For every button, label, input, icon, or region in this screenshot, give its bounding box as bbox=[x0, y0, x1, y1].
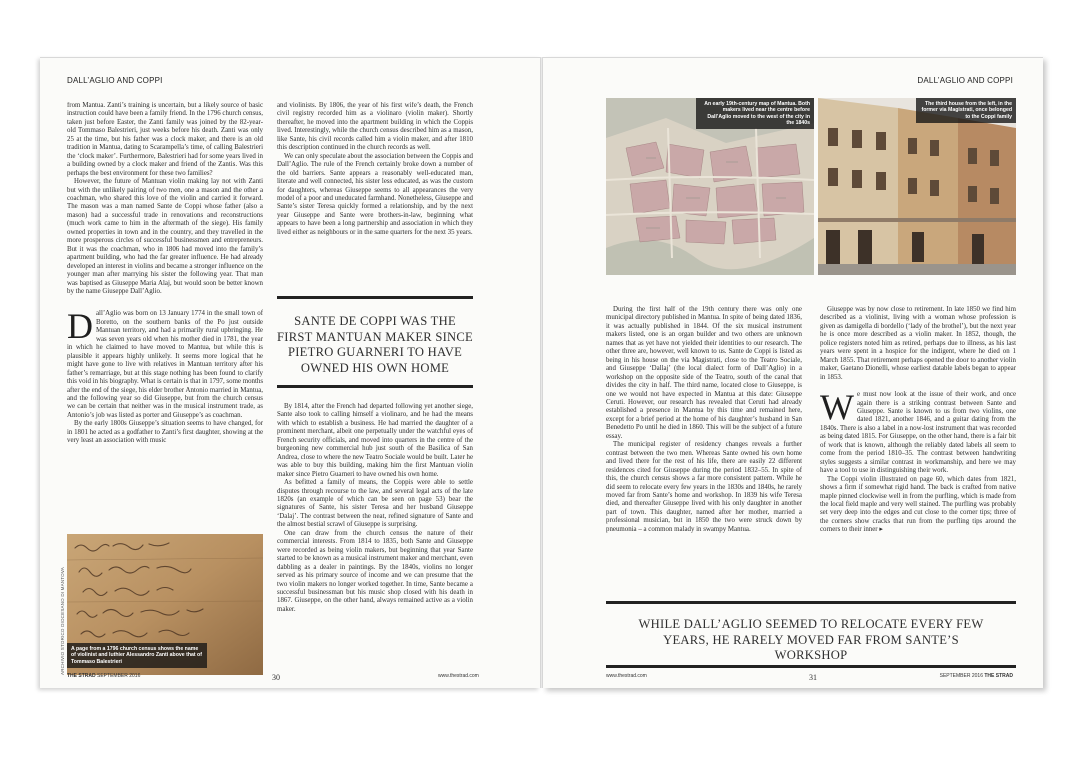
left-column-2-lower bbox=[277, 403, 473, 673]
footer-brand: THE STRAD bbox=[984, 673, 1013, 679]
left-column-2 bbox=[277, 102, 473, 292]
paragraph: The Coppi violin illustrated on page 60, which dates from 1821, shows a firm if somewhat rigid hand. The back is crafted from native maple pinned clockwise well in from the purfling, which is made from the local field maple and very well stained. The purfling was probably set very deep into the edges and cut close to the corner tips; three of the corners show cracks that run from the purfling tips around the corners to their inner ▸ bbox=[820, 475, 1016, 534]
paragraph: By the early 1800s Giuseppe’s situation seems to have changed, for in 1801 he acted as a godfather to Zanti’s first daughter, showing at the very least an association with music bbox=[67, 420, 263, 445]
paragraph: The municipal register of residency changes reveals a further contrast between the two men. Whereas Sante owned his own home and lived there for the rest of his life, there are easily 22 different residences cited for Giuseppe during the period 1832–55. In spite of this, the church census shows a far more consistent pattern. While he did seem to relocate every few years in the 1830s and 1840s, he rarely moved far from Sante’s home and workshop. In 1839 his wife Teresa died, and thereafter Giuseppe lived with his only daughter in another part of town. This daughter, named after her mother, married a professional musician, but in 1850 the two were struck down by pneumonia – a common malady in swampy Mantua. bbox=[606, 441, 802, 533]
footer-date: SEPTEMBER 2016 bbox=[939, 673, 983, 679]
pull-quote-text: SANTE DE COPPI WAS THE FIRST MANTUAN MAKER SINCE PIETRO GUARNERI TO HAVE OWNED HIS OWN HOME bbox=[277, 314, 473, 375]
right-page bbox=[543, 57, 1043, 688]
paragraph: During the first half of the 19th century there was only one municipal directory published in Mantua. In spite of being dated 1836, it was actually published in 1844. Of the six musical instrument makers listed, one is an organ builder and two others are unknown names that as yet have not yielded their identities to our research. The other three are, however, well known to us. Sante de Coppi is listed as being in his house on the via Magistrati, close to the Teatro Sociale, and Giuseppe ‘Dallaj’ (the local dialect form of Dall’Aglio) in a workshop on the opposite side of the Teatro, south of the canal that divides the city in half. The third name, located close to Giuseppe, is one we would not have expected in Mantua at this date: Giuseppe Ceruti. However, our research has revealed that Ceruti had already established a presence in Mantua by this time and remained here, except for a brief period at the home of his daughter’s husband in San Benedetto Po until he died in 1860. This will be the subject of a future essay. bbox=[606, 306, 802, 440]
paragraph-text: e must now look at the issue of their work, and once again there is a striking contrast between Sante and Giuseppe. Sante is known to us from two violins, one dated 1821, another 1846, and a guitar dating from the 1840s. There is also a label in a now-lost instrument that was recorded as being dated 1815. For Giuseppe, on the other hand, there is a fair bit of work that is known, although the reliably dated labels all seem to come from the period 1810–35. The contrast between handwriting styles suggests a similar contrast in workmanship, and here we may have a tool to use in distinguishing their work. bbox=[820, 391, 1016, 475]
paragraph: As befitted a family of means, the Coppis were able to settle disputes through recourse to the law, and several legal acts of the late 1820s (an example of which can be seen on page 53) bear the signatures of Sante, his sister Teresa and her husband Giuseppe ‘Dalaj’. The contrast between the neat, refined signature of Sante and the almost bestial scrawl of Giuseppe is surprising. bbox=[277, 479, 473, 529]
paragraph-drop-cap bbox=[67, 306, 263, 420]
footer-brand: THE STRAD bbox=[67, 673, 96, 679]
paragraph: and violinists. By 1806, the year of his first wife’s death, the French civil registry recorded him as a violinaro (violin maker). Shortly thereafter, he moved into the apartment building in which the Coppis lived. Interestingly, while the church census described him as a mason, like Sante, his civil records called him a violin maker, and after 1810 this description continued in the church records as well. bbox=[277, 102, 473, 152]
right-column-2 bbox=[820, 306, 1016, 588]
paragraph: However, the future of Mantuan violin making lay not with Zanti but with the unlikely pairing of two men, one a mason and the other a coachman, who shared this love of the violin and carried it forward. The mason was a man named Sante de Coppi whose father (also a mason) had a successful trade in renovations and reconstructions (much work came to him in the aftermath of the siege). His family owned properties in town and in the country, and they travelled in the more prosperous circles of successful businessmen and entrepreneurs. But it was the coachman, who in 1806 had moved into the family’s apartment building, who had the far greater influence. He had already developed an interest in violins and became a stronger influence on the younger man after marrying his sister the following year. That man was baptised as Giuseppe Maria Alaj, but would soon be better known by the name Giuseppe Dall’Aglio. bbox=[67, 178, 263, 295]
running-head-right: DALL’AGLIO AND COPPI bbox=[917, 76, 1013, 85]
paragraph: We can only speculate about the association between the Coppis and Dall’Aglio. The rule of the French certainly broke down a number of the old barriers. Sante appears a reasonably well-educated man, literate and well connected, his sister less educated, as was the custom for daughters, whereas Giuseppe seems to all appearances the very model of a poor and uneducated farmhand. Nonetheless, Giuseppe and Sante’s sister Teresa quickly formed a relationship, and by the next year Giuseppe and Sante were brothers-in-law, beginning what appears to have been a long partnership and association in which they lived either as neighbours or in the same quarters for the next 35 years. bbox=[277, 152, 473, 236]
paragraph: from Mantua. Zanti’s training is uncertain, but a likely source of basic instruction could have been a family friend. In the 1796 church census, taken just before Easter, the Zanti family was joined by the 82-year-old Tommaso Balestrieri, just weeks before his death. Zanti was only 25 at the time, but his father was a clock maker, and there is an old tradition in Mantua, dating to Scarampella’s time, of calling Balestrieri the ‘clock maker’. Furthermore, Balestrieri had for some years lived in a building owned by a clock maker and friend of the Zantis. Was this perhaps the best environment for these two families? bbox=[67, 102, 263, 177]
left-column-1 bbox=[67, 102, 263, 532]
map-photo bbox=[606, 98, 814, 275]
paragraph: By 1814, after the French had departed following yet another siege, Sante also took to calling himself a violinaro, and he had the means with which to establish a business. He had married the daughter of a prominent merchant, albeit one perpetually under the watchful eyes of French security officials, and moved into quarters in the centre of the burgeoning new commercial hub just south of the Basilica of San Andrea, close to where the new Teatro Sociale would be built. Later he was able to buy this building, making him the first Mantuan violin maker since Pietro Guarneri to have owned his own home. bbox=[277, 403, 473, 478]
right-column-1 bbox=[606, 306, 802, 588]
via-magistrati-street-image bbox=[818, 98, 1016, 275]
paragraph-drop-cap bbox=[820, 387, 1016, 476]
pull-quote-right bbox=[606, 601, 1016, 670]
page-number-right: 31 bbox=[809, 673, 817, 682]
pull-quote-text: WHILE DALL’AGLIO SEEMED TO RELOCATE EVERY FEW YEARS, HE RARELY MOVED FAR FROM SANTE’S WORKSHOP bbox=[638, 617, 984, 662]
footer-url-right: www.thestrad.com bbox=[606, 673, 647, 679]
street-photo bbox=[818, 98, 1016, 275]
footer-url-left: www.thestrad.com bbox=[438, 673, 479, 679]
drop-cap: D bbox=[67, 306, 93, 347]
paragraph: Giuseppe was by now close to retirement. In late 1850 we find him described as a violinist, living with a woman whose profession is given as damigella di bordello (‘lady of the brothel’), but the next year he is once more described as a violin maker. In 1852, though, the police registers noted him as retired, perhaps due to illness, as his last years were spent in a hospice for the indigent, where he died on 1 March 1855. That retirement perhaps opened the door to another violin maker, Gaetano Dionelli, whose earliest datable labels began to appear in 1853. bbox=[820, 306, 1016, 381]
photo-caption: A page from a 1796 church census shows the name of violinist and luthier Alessandro Zanti above that of Tommaso Balestrieri bbox=[67, 643, 207, 668]
map-caption: An early 19th-century map of Mantua. Both makers lived near the centre before Dall’Aglio moved to the west of the city in the 1840s bbox=[696, 98, 814, 129]
footer-date: SEPTEMBER 2016 bbox=[97, 673, 141, 679]
street-caption: The third house from the left, in the former via Magistrati, once belonged to the Coppi family bbox=[916, 98, 1016, 123]
magazine-spread bbox=[40, 57, 1043, 688]
left-page bbox=[40, 57, 540, 688]
running-head-left: DALL’AGLIO AND COPPI bbox=[67, 76, 163, 85]
paragraph: One can draw from the church census the nature of their commercial interests. From 1814 to 1835, both Sante and Giuseppe were recorded as being violin makers, but beginning that year Sante started to be known as a musical instrument maker and merchant, even dabbling as a dealer in paintings. By the 1840s, violins no longer served as his primary source of income and we can presume that the two violin makers no longer worked together. In time, Sante became a successful businessman but his music shop closed with his death in 1867. Giuseppe, on the other hand, always remained active as a violin maker. bbox=[277, 529, 473, 613]
pull-quote-rule-bottom bbox=[606, 665, 1016, 668]
pull-quote-rule-top bbox=[606, 601, 1016, 604]
pull-quote-left bbox=[277, 296, 473, 392]
census-document-photo bbox=[67, 534, 263, 675]
drop-cap: W bbox=[820, 387, 854, 428]
pull-quote-rule-bottom bbox=[277, 385, 473, 388]
paragraph-text: all’Aglio was born on 13 January 1774 in the small town of Boretto, on the southern banks of the Po just outside Mantuan territory, and had a primarily rural upbringing. He was seven years old when his mother died in 1781, the year in which he claimed to have moved to Mantua, but while this is plausible it appears highly unlikely. It seems more logical that he might have gone to live with relatives in Mantuan territory after his father’s remarriage, but at this stage nothing has been found to clarify this void in his biography. What is certain is that in 1797, some months after the end of the siege, his elder brother Antonio married in Mantua, and the following year so did Giuseppe, but from the church census we can be certain that neither was in the musical instrument trade, as Antonio’s job was listed as porter and Giuseppe’s as coachman. bbox=[67, 310, 263, 419]
pull-quote-rule-top bbox=[277, 296, 473, 299]
footer-right bbox=[940, 673, 1013, 679]
page-number-left: 30 bbox=[272, 673, 280, 682]
photo-credit: ARCHIVIO STORICO DIOCESANO DI MANTOVA bbox=[60, 567, 65, 675]
footer-left bbox=[67, 673, 140, 679]
